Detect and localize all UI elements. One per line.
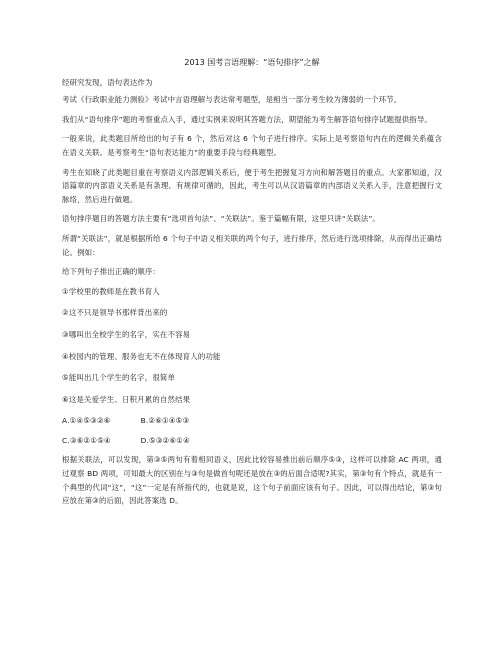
sentence-option: ④校园内的管理、服务也无不在体现育人的功能 — [62, 351, 221, 361]
sentence-option: ⑤能叫出几个学生的名字，很简单 — [62, 373, 176, 383]
sentence-option: ②这不只是领导书那样背出来的 — [62, 308, 168, 318]
sentence-option: ①学校里的教师是在教书育人 — [62, 286, 160, 296]
paragraph: 考生在知晓了此类题目重在考察语义内部逻辑关系后，便于考生把握复习方向和解答题目的重点。大家都知道，汉语篇章的内部语义关系是有条理、有规律可循的，因此，考生可以从汉语篇章的内部语义关系入手，注意把握行文脉络，然后进行做题。 — [62, 167, 442, 204]
choice-a: A.①④⑤③②⑥ — [62, 416, 111, 426]
answer-choices-row-2 — [62, 434, 442, 448]
sentence-option: ⑥这是关爱学生、日积月累的自然结果 — [62, 394, 191, 404]
choice-c: C.③⑥②①⑤④ — [62, 435, 111, 445]
choice-d: D.⑤③②⑥①④ — [140, 435, 190, 445]
choice-b: B.②⑥①④⑤③ — [140, 416, 190, 426]
paragraph: 考试《行政职业能力测验》考试中言语理解与表达常考题型，是相当一部分考生较为薄弱的一个环节。 — [62, 95, 402, 105]
paragraph: 我们从“语句排序”题的考察重点入手，通过实例来说明其答题方法，期望能为考生解答语句排序试题提供指导。 — [62, 114, 432, 124]
paragraph: 语句排序题目的答题方法主要有“选项首句法”、“关联法”。鉴于篇幅有限，这里只讲“关联法”。 — [62, 214, 380, 224]
paragraph: 经研究发现，语句表达作为 — [62, 77, 153, 87]
analysis-paragraph: 根据关联法，可以发现，第③⑤两句有着相同语义，因此比较容易推出前后顺序⑤③，这样可以排除 AC 两项，通过观察 BD 两项，可知最大的区别在与③句是做首句呢还是放在③的后面合适呢?其实，第③句有个特点，就是有一个典型的代词“这”，“这”一定是有所指代的，也就是说，这个句子前面应该有句子。因此，可以得出结论，第③句应放在第③的后面，因此答案选 D。 — [62, 455, 442, 506]
paragraph: 一般来说，此类题目所给出的句子有 6 个，然后对这 6 个句子进行排序。实际上是考察语句内在的逻辑关系蕴含在语义关联。是考察考生“语句表达能力”的重要手段与经典题型。 — [62, 134, 442, 157]
paragraph: 所谓“关联法”，就是根据所给 6 个句子中语义相关联的两个句子，进行排序，然后进行选项排除，从而得出正确结论。例如： — [62, 233, 442, 257]
document-page — [62, 56, 442, 514]
question-prompt: 给下列句子排出正确的顺序： — [62, 267, 161, 277]
answer-choices-row-1 — [62, 414, 442, 428]
sentence-option: ③哪叫出全校学生的名字，实在不容易 — [62, 329, 191, 339]
document-title: 2013 国考言语理解：“语句排序”之解 — [184, 58, 320, 67]
